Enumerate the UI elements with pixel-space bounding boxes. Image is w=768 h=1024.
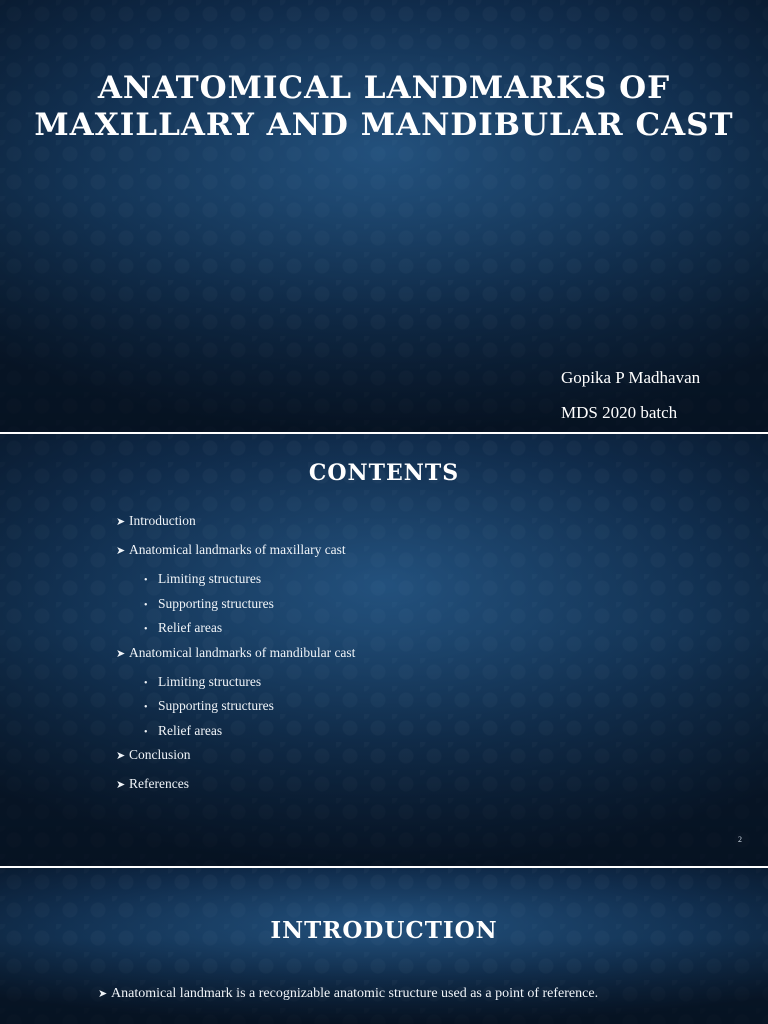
sub-list-item: • Relief areas	[116, 722, 355, 747]
sub-list-item: • Limiting structures	[116, 673, 355, 698]
introduction-slide	[0, 868, 768, 1024]
list-item: ➤ Conclusion	[116, 746, 355, 775]
presentation-title	[0, 70, 768, 144]
introduction-title: INTRODUCTION	[270, 917, 498, 944]
arrow-bullet-icon: ➤	[116, 779, 126, 791]
arrow-bullet-icon: ➤	[98, 988, 108, 1000]
list-item: ➤ References	[116, 775, 355, 804]
dot-bullet-icon: •	[144, 599, 148, 611]
sub-list-item: • Supporting structures	[116, 697, 355, 722]
intro-paragraph: ➤ Anatomical landmark is a recognizable anatomic structure used as a point of reference.	[98, 986, 599, 1001]
sub-list-item: • Relief areas	[116, 619, 355, 644]
author-batch: MDS 2020 batch	[561, 403, 678, 422]
sub-list-item: • Limiting structures	[116, 570, 355, 595]
list-item: ➤ Anatomical landmarks of maxillary cast	[116, 541, 355, 570]
title-line-1: ANATOMICAL LANDMARKS OF	[97, 70, 671, 106]
dot-bullet-icon: •	[144, 726, 148, 738]
dot-bullet-icon: •	[144, 575, 148, 586]
page-number: 2	[738, 835, 742, 844]
dot-bullet-icon: •	[144, 702, 148, 713]
contents-slide	[0, 434, 768, 866]
arrow-bullet-icon: ➤	[116, 516, 126, 528]
arrow-bullet-icon: ➤	[116, 647, 126, 660]
arrow-bullet-icon: ➤	[116, 750, 126, 762]
author-name: Gopika P Madhavan	[561, 368, 701, 387]
contents-list	[116, 512, 355, 804]
title-line-2: MAXILLARY AND MANDIBULAR CAST	[34, 107, 734, 143]
arrow-bullet-icon: ➤	[116, 545, 126, 557]
list-item: ➤ Introduction	[116, 512, 355, 541]
dot-bullet-icon: •	[144, 677, 148, 689]
dot-bullet-icon: •	[144, 624, 148, 635]
sub-list-item: • Supporting structures	[116, 595, 355, 620]
title-slide	[0, 0, 768, 432]
contents-title: CONTENTS	[308, 460, 460, 486]
cut-off-text-line	[98, 1018, 698, 1024]
list-item: ➤ Anatomical landmarks of mandibular cast	[116, 644, 355, 673]
